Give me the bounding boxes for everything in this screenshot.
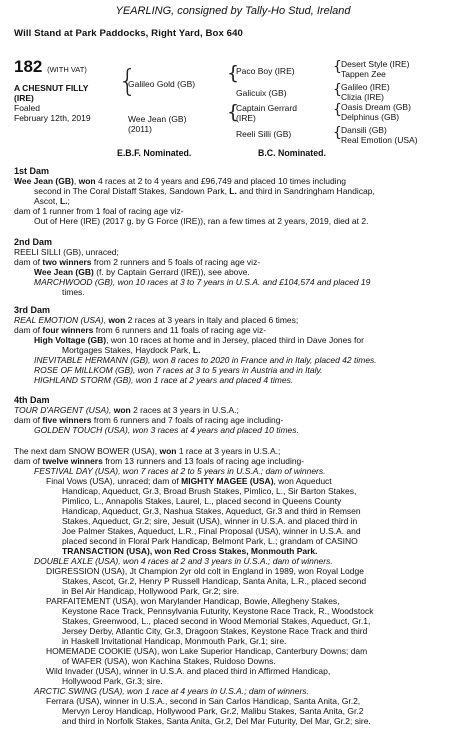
second-dam-line-1: REELI SILLI (GB), unraced; [14, 247, 119, 257]
first-dam-line-5: Out of Here (IRE) (2017 g. by G Force (IRE)), ran a few times at 2 years, 2019, died at 2. [34, 216, 369, 226]
digression-line-2: Stakes, Ascot, Gr.2, Henry P Russell Handicap, Santa Anita, L.R., placed second [62, 576, 367, 586]
third-dam-line-3: High Voltage (GB), won 10 races at home and in Jersey, placed third in Dave Jones for [34, 335, 364, 345]
brace-sire-dam: { [118, 64, 138, 99]
parfaitement-line-1: PARFAITEMENT (USA), won Marylander Handicap, Bowie, Allegheny Stakes, [46, 596, 340, 606]
final-vows-line-4: Handicap, Aqueduct, Gr.3, Nashua Stakes, Aqueduct, Gr.3 and third in Remsen [62, 506, 361, 516]
second-dam-heading: 2nd Dam [14, 237, 53, 247]
parfaitement-line-2: Keystone Race Track, Pennsylvania Futurity, Keystone Race Track, R., Woodstock [62, 606, 374, 616]
final-vows-line-5: Stakes, Aqueduct, Gr.2; sire, Jesuit (USA), winner in U.S.A. and placed third in [62, 516, 358, 526]
parfaitement-line-5: in Haskell Invitational Handicap, Monmouth Park, Gr.1; sire. [62, 636, 287, 646]
next-dam-line-2: dam of twelve winners from 13 runners and 13 foals of racing age including- [14, 456, 305, 466]
festival-day-line: FESTIVAL DAY (USA), won 7 races at 2 to 5 years in U.S.A.; dam of winners. [34, 466, 326, 476]
fourth-dam-line-3: GOLDEN TOUCH (USA), won 3 races at 4 years and placed 10 times. [34, 425, 299, 435]
dam-sire-country: (IRE) [236, 113, 256, 123]
sire-sire-sire: Desert Style (IRE) [341, 59, 410, 69]
second-dam-line-3: Wee Jean (GB) (f. by Captain Gerrard (IRE)), see above. [34, 267, 250, 277]
arctic-swing-line: ARCTIC SWING (USA), won 1 race at 4 years in U.S.A.; dam of winners. [34, 686, 309, 696]
second-dam-section [14, 237, 454, 297]
dam-dam-dam: Real Emotion (USA) [341, 135, 418, 145]
foaled-date: February 12th, 2019 [14, 113, 91, 123]
fourth-dam-section [14, 395, 454, 435]
lot-description [14, 83, 91, 123]
foaled-label: Foaled [14, 103, 40, 113]
third-dam-line-7: HIGHLAND STORM (GB), won 1 race at 2 years and placed 4 times. [34, 375, 294, 385]
third-dam-line-1: REAL EMOTION (USA), won 2 races at 3 years in Italy and placed 6 times; [14, 315, 299, 325]
sire-sire-dam: Tappen Zee [341, 69, 386, 79]
dam-name: Wee Jean (GB) [128, 114, 187, 124]
stand-location: Will Stand at Park Paddocks, Right Yard, Box 640 [14, 28, 243, 39]
brace-sire-dam-2 [118, 99, 128, 129]
lot-number-value: 182 [14, 57, 43, 76]
fourth-dam-heading: 4th Dam [14, 395, 50, 405]
lot-number [14, 57, 87, 76]
third-dam-section [14, 305, 454, 385]
sire-dam-dam: Clizia (IRE) [341, 92, 384, 102]
next-dam-section [14, 446, 454, 726]
ebf-nomination: E.B.F. Nominated. [117, 148, 192, 158]
bc-nomination: B.C. Nominated. [258, 148, 326, 158]
third-dam-heading: 3rd Dam [14, 305, 51, 315]
dam-dam: Reeli Silli (GB) [236, 129, 292, 139]
dam-year: (2011) [128, 124, 152, 134]
final-vows-line-3: Pimlico, L., Annapolis Stakes, Laurel, L., placed second in Queens County [62, 496, 342, 506]
wild-invader-line-2: Hollywood Park, Gr.3; sire. [62, 676, 163, 686]
first-dam-line-4: dam of 1 runner from 1 foal of racing age viz- [14, 206, 184, 216]
dam-dam-sire: Dansili (GB) [341, 125, 387, 135]
wild-invader-line-1: Wild Invader (USA), winner in U.S.A. and placed third in Affirmed Handicap, [46, 666, 331, 676]
parfaitement-line-3: Stakes, Greenwood, L., placed second in Wood Memorial Stakes, Aqueduct, Gr.1, [62, 616, 371, 626]
sire-dam-sire: Galileo (IRE) [341, 82, 390, 92]
first-dam-line-3: Ascot, L.; [34, 196, 70, 206]
dam-sire-dam: Delphinus (GB) [341, 112, 400, 122]
sire-name: Galileo Gold (GB) [128, 79, 196, 89]
final-vows-line-7: placed second in Floral Park Handicap, Belmont Park, L.; grandam of CASINO [62, 536, 358, 546]
next-dam-line-1: The next dam SNOW BOWER (USA), won 1 race at 3 years in U.S.A.; [14, 446, 281, 456]
fourth-dam-line-2: dam of five winners from 6 runners and 7 foals of racing age including- [14, 415, 284, 425]
brace-dd: { [333, 125, 342, 141]
parfaitement-line-4: Jersey Derby, Atlantic City, Gr.3, Dragoon Stakes, Keystone Race Track and third [62, 626, 368, 636]
first-dam-line-2: second in The Coral Distaff Stakes, Sandown Park, L. and third in Sandringham Handicap, [34, 186, 375, 196]
brace-dam: { [227, 101, 240, 123]
double-axle-line: DOUBLE AXLE (USA), won 4 races at 2 and 3 years in U.S.A.; dam of winners. [34, 556, 333, 566]
second-dam-line-2: dam of two winners from 2 runners and 5 foals of racing age viz- [14, 257, 261, 267]
dam-sire: Captain Gerrard [236, 103, 297, 113]
brace-sd: { [333, 82, 342, 98]
catalogue-header: YEARLING, consigned by Tally-Ho Stud, Ireland [115, 5, 351, 17]
final-vows-line-2: Handicap, Aqueduct, Gr.3, Broad Brush Stakes, Pimlico, L., Sir Barton Stakes, [62, 486, 357, 496]
ferrara-line-2: Mervyn Leroy Handicap, Hollywood Park, Gr.2, Malibu Stakes, Santa Anita, Gr.2 [62, 706, 364, 716]
third-dam-line-4: Mortgages Stakes, Haydock Park, L. [62, 345, 201, 355]
brace-sire: { [227, 62, 240, 84]
lot-country: (IRE) [14, 93, 34, 103]
dam-sire-sire: Oasis Dream (GB) [341, 102, 411, 112]
second-dam-line-4: MARCHWOOD (GB), won 10 races at 3 to 7 years in U.S.A. and £104,574 and placed 19 [34, 277, 371, 287]
ferrara-line-3: and third in Norfolk Stakes, Santa Anita, Gr.2, Del Mar Futurity, Del Mar, Gr.2; sire. [62, 716, 371, 726]
vat-note: (WITH VAT) [47, 65, 87, 74]
first-dam-section [14, 166, 454, 226]
digression-line-3: in Bel Air Handicap, Hollywood Park, Gr.2; sire. [62, 586, 240, 596]
homemade-cookie-line-2: of WAFER (USA), won Kachina Stakes, Ruidoso Downs. [62, 656, 276, 666]
ferrara-line-1: Ferrara (USA), winner in U.S.A., second in San Carlos Handicap, Santa Anita, Gr.2, [46, 696, 361, 706]
first-dam-heading: 1st Dam [14, 166, 50, 176]
digression-line-1: DIGRESSION (USA), Jt Champion 2yr old colt in England in 1989, won Royal Lodge [46, 566, 364, 576]
final-vows-line-1: Final Vows (USA), unraced; dam of MIGHTY MAGEE (USA), won Aqueduct [46, 476, 332, 486]
brace-ds: { [333, 102, 342, 118]
third-dam-line-6: ROSE OF MILLKOM (GB), won 7 races at 3 to 5 years in Austria and in Italy. [34, 365, 323, 375]
third-dam-line-2: dam of four winners from 6 runners and 11 foals of racing age viz- [14, 325, 267, 335]
first-dam-line-1: Wee Jean (GB), won 4 races at 2 to 4 years and £96,749 and placed 10 times including [14, 176, 347, 186]
fourth-dam-line-1: TOUR D'ARGENT (USA), won 2 races at 3 years in U.S.A.; [14, 405, 239, 415]
sire-sire: Paco Boy (IRE) [236, 66, 295, 76]
brace-ss: { [333, 59, 342, 75]
third-dam-line-5: INEVITABLE HERMANN (GB), won 8 races to 2020 in France and in Italy, placed 42 times. [34, 355, 377, 365]
sire-dam: Galicuix (GB) [236, 88, 287, 98]
lot-sex: A CHESNUT FILLY [14, 83, 89, 93]
final-vows-line-8: TRANSACTION (USA), won Red Cross Stakes, Monmouth Park. [62, 546, 318, 556]
final-vows-line-6: Joe Palmer Stakes, Aqueduct, L.R., Final Proposal (USA), winner in U.S.A. and [62, 526, 361, 536]
second-dam-line-5: times. [62, 287, 85, 297]
homemade-cookie-line-1: HOMEMADE COOKIE (USA), won Lake Superior Handicap, Canterbury Downs; dam [46, 646, 368, 656]
